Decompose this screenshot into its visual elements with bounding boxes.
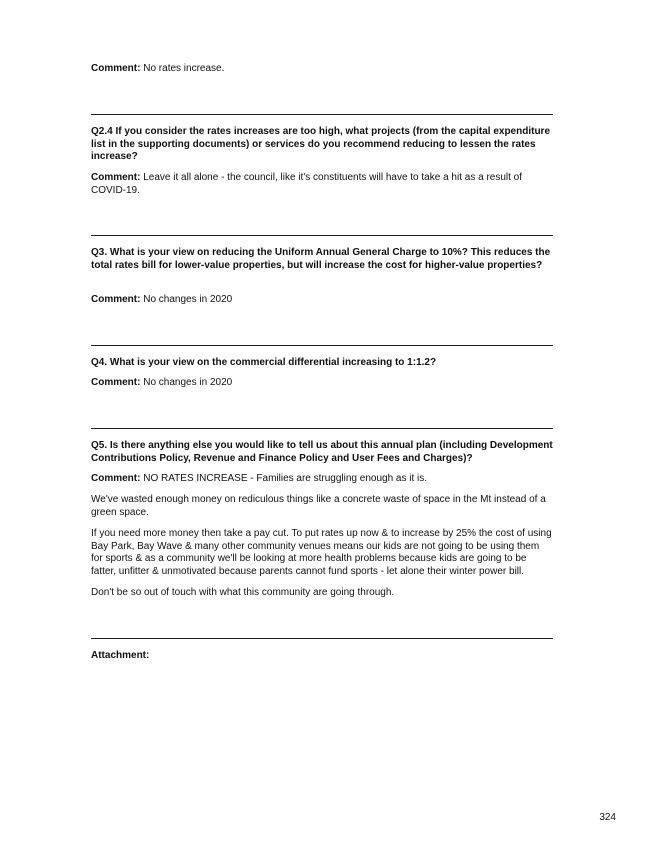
q5-paragraph: We've wasted enough money on rediculous things like a concrete waste of space in the Mt instead of a green space. xyxy=(91,494,546,518)
comment-text: Leave it all alone - the council, like it's constituents will have to take a hit as a result of COVID-19. xyxy=(91,172,523,196)
q5-paragraph: If you need more money then take a pay cut. To put rates up now & to increase by 25% the cost of using Bay Park, Bay Wave & many other community venues means our kids are not going to be using them for sports & as a community we'll be looking at more health problems because kids are going to be fatter, unfitter & unmotivated because parents cannot fund sports - let alone their winter power bill. xyxy=(91,528,552,577)
q2-4-comment xyxy=(91,172,553,197)
comment-text: No changes in 2020 xyxy=(143,377,233,388)
q5-question: Q5. Is there anything else you would like to tell us about this annual plan (including Development Contributions Policy, Revenue and Finance Policy and User Fees and Charges)? xyxy=(91,440,553,464)
q5-paragraph: Don't be so out of touch with what this community are going through. xyxy=(91,587,395,598)
q5-comment xyxy=(91,473,553,486)
q3-comment xyxy=(91,294,553,307)
section-divider xyxy=(91,345,553,346)
comment-text: NO RATES INCREASE - Families are struggling enough as it is. xyxy=(143,473,428,484)
section-divider xyxy=(91,114,553,115)
comment-text: No changes in 2020 xyxy=(143,294,233,305)
section-divider xyxy=(91,428,553,429)
q3-question: Q3. What is your view on reducing the Uniform Annual General Charge to 10%? This reduces the total rates bill for lower-value properties, but will increase the cost for higher-value properties? xyxy=(91,247,551,271)
comment-label: Comment: xyxy=(91,294,141,305)
comment-label: Comment: xyxy=(91,63,141,74)
section-divider xyxy=(91,638,553,639)
comment-label: Comment: xyxy=(91,473,141,484)
q4-question: Q4. What is your view on the commercial differential increasing to 1:1.2? xyxy=(91,357,437,368)
q2-4-question: Q2.4 If you consider the rates increases are too high, what projects (from the capital expenditure list in the supporting documents) or services do you recommend reducing to lessen the rates increase? xyxy=(91,126,551,162)
attachment-label: Attachment: xyxy=(91,650,150,661)
comment-label: Comment: xyxy=(91,172,141,183)
q4-comment xyxy=(91,377,553,390)
q2-3-comment xyxy=(91,63,553,76)
comment-text: No rates increase. xyxy=(143,63,225,74)
comment-label: Comment: xyxy=(91,377,141,388)
section-divider xyxy=(91,235,553,236)
page-number: 324 xyxy=(599,812,616,823)
